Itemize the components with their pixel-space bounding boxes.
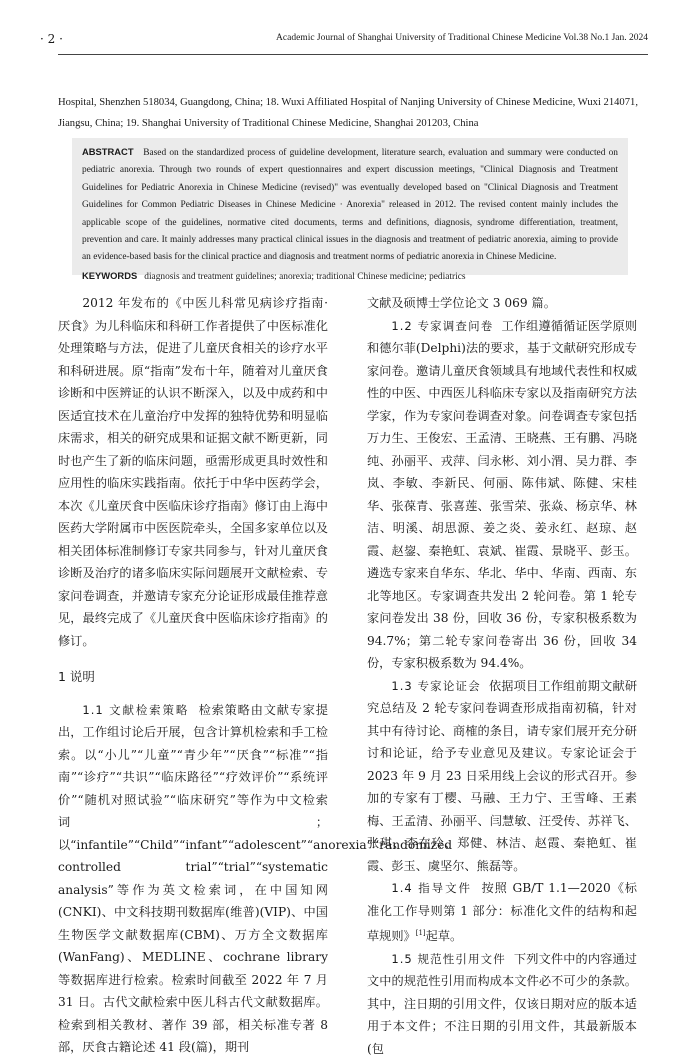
reference-1[interactable]: [1] — [415, 929, 426, 937]
section-1-5-label: 1.5 规范性引用文件 — [391, 951, 506, 966]
affiliations: Hospital, Shenzhen 518034, Guangdong, China; 18. Wuxi Affiliated Hospital of Nanjing University of Chinese Medicine, Wuxi 214071, Jiangsu, China; 19. Shanghai University of Traditional Chinese Medicine, Shanghai 201203, China — [58, 97, 638, 129]
keywords-label: KEYWORDS — [82, 269, 138, 281]
section-1-5-text: 下列文件中的内容通过文中的规范性引用而构成本文件必不可少的条款。其中，注日期的引用文件，仅该日期对应的版本适用于本文件；不注日期的引用文件，其最新版本(包 — [367, 951, 637, 1056]
section-1-5 — [367, 948, 637, 1060]
section-1-1-text: 检索策略由文献专家提出，工作组讨论后开展，包含计算机检索和手工检索。以“小儿”“儿童”“青少年”“厌食”“标准”“指南”“诊疗”“共识”“临床路径”“疗效评价”“系统评价”“随机对照试验”“临床研究”等作为中文检索词；以“infantile”“Child”“infant”“adolescent”“anorexia”“randomized controlled trial”“trial”“systematic analysis”等作为英文检索词，在中国知网(CNKI)、中文科技期刊数据库(维普)(VIP)、中国生物医学文献数据库(CBM)、万方全文数据库(WanFang)、MEDLINE、cochrane library 等数据库进行检索。检索时间截至 2022 年 7 月 31 日。古代文献检索中医儿科古代文献数据库。检索到相关教材、著作 39 部，相关标准专著 8 部，厌食古籍论述 41 段(篇)，期刊 — [58, 702, 453, 1054]
section-1-4-text: 按照 GB/T 1.1—2020《标准化工作导则第 1 部分：标准化文件的结构和起草规则》 — [367, 881, 637, 944]
section-1-3-text: 依据项目工作组前期文献研究总结及 2 轮专家问卷调查形成指南初稿，针对其中有待讨论、商榷的条目，请专家们展开充分研讨和论证，给予专业意见及建议。专家论证会于 2023 年 9 月 23 日采用线上会议的形式召开。参加的专家有丁樱、马融、王力宁、王雪峰、王素梅、王孟清、孙丽平、闫慧敏、汪受传、苏祥飞、张琪、李在玲、郑健、林洁、赵霞、秦艳虹、崔霞、彭玉、虞坚尔、熊磊等。 — [367, 678, 638, 873]
section-1-3 — [367, 675, 637, 878]
intro-paragraph: 2012 年发布的《中医儿科常见病诊疗指南·厌食》为儿科临床和科研工作者提供了中医标准化处理策略与方法，促进了儿童厌食相关的诊疗水平和科研进展。原“指南”发布十年，随着对儿童厌食诊断和中医辨证的认识不断深入，以及中成药和中医适宜技术在儿童治疗中发挥的独特优势和明显临床需求，相关的研究成果和证据文献不断更新，同时也产生了新的临床问题，亟需形成更具时效性和应用性的临床实践指南。依托于中华中医药学会，本次《儿童厌食中医临床诊疗指南》修订由上海中医药大学附属市中医医院牵头，全国多家单位以及相关团体标准制修订专家共同参与，针对儿童厌食诊断及治疗的诸多临床实际问题展开文献检索、专家问卷调查，并邀请专家充分论证形成最佳推荐意见，最终完成了《儿童厌食中医临床诊疗指南》的修订。 — [58, 296, 328, 648]
section-1-4-tail: 起草。 — [425, 929, 463, 944]
section-1-4-label: 1.4 指导文件 — [391, 881, 472, 895]
journal-header: Academic Journal of Shanghai University of Traditional Chinese Medicine Vol.38 No.1 Jan. 2024 — [276, 33, 648, 43]
abstract-label: ABSTRACT — [82, 146, 134, 157]
section-1-2-label: 1.2 专家调查问卷 — [391, 318, 494, 333]
right-column — [367, 292, 637, 1060]
abstract-text: Based on the standardized process of guideline development, literature search, evaluation and summary were conducted on pediatric anorexia. Through two rounds of expert questionnaires and expert discussion meetings, "Clinical Diagnosis and Treatment Guidelines for Pediatric Anorexia in Chinese Medicine (revised)" was eventually developed based on "Clinical Diagnosis and Treatment Guidelines for Common Pediatric Diseases in Chinese Medicine · Anorexia" released in 2012. The revised content mainly includes the applicable scope of the guidelines, normative cited documents, terms and definitions, diagnosis, syndrome differentiation, treatment, prevention and care. It mainly addresses many practical clinical issues in the diagnosis and treatment of pediatric anorexia, aiming to provide an evidence-based basis for the clinical practice and diagnosis and treatment norms of pediatric anorexia in Chinese Medicine. — [82, 148, 618, 263]
section-1-title: 1 说明 — [58, 669, 95, 684]
keywords-text: diagnosis and treatment guidelines; anorexia; traditional Chinese medicine; pediatrics — [144, 271, 466, 282]
section-1-4 — [367, 877, 637, 948]
abstract-box — [72, 138, 628, 282]
section-1-1-label: 1.1 文献检索策略 — [82, 702, 190, 717]
page-number: · 2 · — [40, 32, 63, 46]
continued-text: 文献及硕博士学位论文 3 069 篇。 — [367, 296, 556, 310]
header-rule — [58, 54, 648, 55]
section-1-2 — [367, 315, 637, 675]
section-1-2-text: 工作组遵循循证医学原则和德尔菲(Delphi)法的要求，基于文献研究形成专家问卷。邀请儿童厌食领域具有地域代表性和权威性的中医、中西医儿科临床专家以及指南研究方法学家，作为专家问卷调查对象。问卷调查专家包括万力生、王俊宏、王孟清、王晓燕、王有鹏、冯晓纯、孙丽平、戎萍、闫永彬、刘小渭、吴力群、李岚、李敏、李新民、何丽、陈伟斌、陈健、宋桂华、张葆青、张喜莲、张雪荣、张焱、杨京华、林洁、明溪、胡思源、姜之炎、姜永红、赵琼、赵霞、赵鋆、秦艳虹、袁斌、崔霞、景晓平、彭玉。遴选专家来自华东、华北、华中、华南、西南、东北等地区。专家调查共发出 2 轮问卷。第 1 轮专家问卷发出 38 份，回收 36 份，专家积极系数为 94.7%；第二轮专家问卷寄出 36 份，回收 34 份，专家积极系数为 94.4%。 — [367, 318, 638, 670]
section-1-3-label: 1.3 专家论证会 — [391, 678, 481, 693]
